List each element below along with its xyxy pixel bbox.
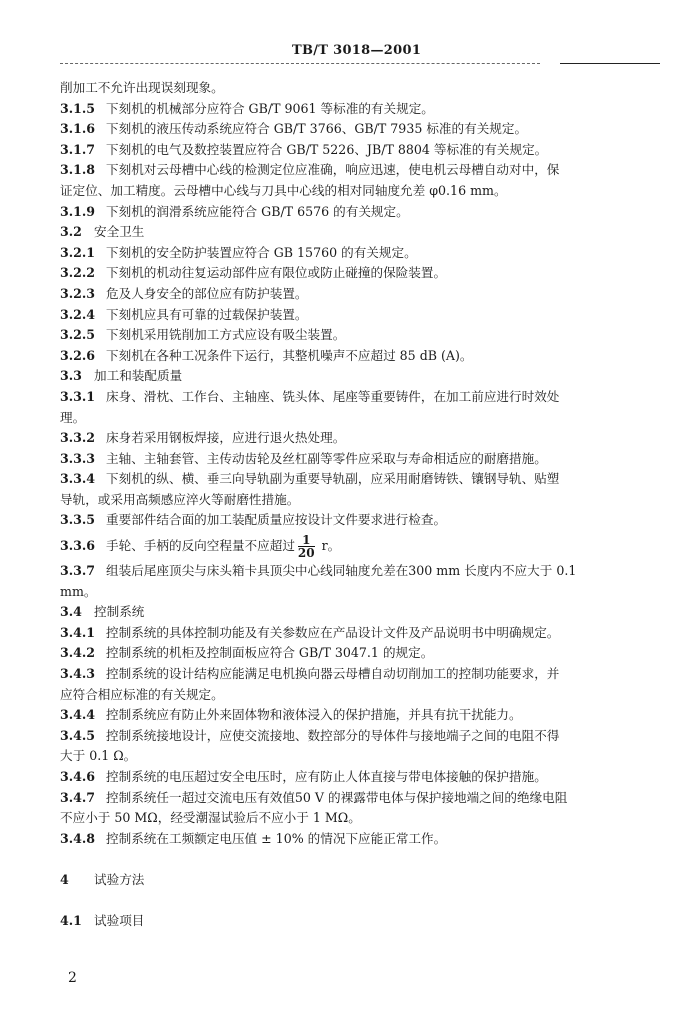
clause-text: 床身、滑枕、工作台、主轴座、铣头体、尾座等重要铸件，在加工前应进行时效处 <box>106 388 560 404</box>
continuation-line <box>60 582 662 603</box>
section-heading <box>60 602 662 623</box>
clause-line <box>60 705 662 726</box>
clause-text: 试验项目 <box>94 913 145 929</box>
clause-text: 组装后尾座顶尖与床头箱卡具顶尖中心线同轴度允差在300 mm 长度内不应大于 0.1 <box>106 563 577 579</box>
page-header <box>0 43 696 63</box>
clause-line <box>60 469 662 490</box>
clause-number: 3.2.3 <box>60 285 96 301</box>
clause-line <box>60 243 662 264</box>
clause-text: mm。 <box>60 583 97 599</box>
continuation-line <box>60 849 662 870</box>
clause-text: 重要部件结合面的加工装配质量应按设计文件要求进行检查。 <box>106 512 447 528</box>
clause-number: 3.2.5 <box>60 327 96 343</box>
clause-text: 应符合相应标准的有关规定。 <box>60 686 224 702</box>
clause-line <box>60 99 662 120</box>
clause-line <box>60 449 662 470</box>
clause-number: 3.3.4 <box>60 471 96 487</box>
clause-number: 3.3.6 <box>60 538 96 554</box>
clause-text: 控制系统应有防止外来固体物和液体浸入的保护措施，并具有抗干扰能力。 <box>106 707 522 723</box>
section-heading <box>60 911 662 932</box>
clause-text: 不应小于 50 MΩ，经受潮湿试验后不应小于 1 MΩ。 <box>60 810 361 826</box>
clause-text: 削加工不允许出现误刻现象。 <box>60 80 224 95</box>
clause-text: 加工和装配质量 <box>94 368 183 384</box>
clause-text: 理。 <box>60 409 86 425</box>
continuation-line <box>60 408 662 429</box>
clause-text: 下刻机的液压传动系统应符合 GB/T 3766、GB/T 7935 标准的有关规定。 <box>106 121 528 137</box>
clause-text: 主轴、主轴套管、主传动齿轮及丝杠副等零件应采取与寿命相适应的耐磨措施。 <box>106 450 547 466</box>
clause-line <box>60 325 662 346</box>
clause-number: 3.4.2 <box>60 645 96 661</box>
clause-text: 大于 0.1 Ω。 <box>60 748 137 764</box>
fraction <box>298 534 315 559</box>
clause-text: 证定位、加工精度。云母槽中心线与刀具中心线的相对同轴度允差 φ0.16 mm。 <box>60 182 507 198</box>
header-rule-right <box>560 63 660 64</box>
clause-text: 危及人身安全的部位应有防护装置。 <box>106 285 308 301</box>
clause-line <box>60 428 662 449</box>
clause-number: 3.3.7 <box>60 563 96 579</box>
clause-number: 3.4.3 <box>60 666 96 682</box>
clause-line <box>60 346 662 367</box>
section-heading <box>60 222 662 243</box>
clause-text: 控制系统的具体控制功能及有关参数应在产品设计文件及产品说明书中明确规定。 <box>106 624 560 640</box>
clause-number: 3.2.6 <box>60 347 96 363</box>
clause-number: 3.2.1 <box>60 244 96 260</box>
clause-text: 下刻机的机械部分应符合 GB/T 9061 等标准的有关规定。 <box>106 100 434 116</box>
clause-line <box>60 284 662 305</box>
clause-line <box>60 561 662 582</box>
continuation-line <box>60 685 662 706</box>
clause-number: 3.1.8 <box>60 162 96 178</box>
clause-text: 控制系统在工频额定电压值 ± 10% 的情况下应能正常工作。 <box>106 830 447 846</box>
continuation-line <box>60 746 662 767</box>
clause-number: 3.3.5 <box>60 512 96 528</box>
clause-text-tail: r。 <box>317 538 341 554</box>
clause-number: 3.1.5 <box>60 100 96 116</box>
clause-text: 手轮、手柄的反向空程量不应超过 <box>106 538 295 554</box>
continuation-line <box>60 891 662 912</box>
clause-text: 下刻机的润滑系统应能符合 GB/T 6576 的有关规定。 <box>106 203 409 219</box>
clause-text: 安全卫生 <box>94 224 145 240</box>
clause-text: 下刻机对云母槽中心线的检测定位应准确，响应迅速，使电机云母槽自动对中，保 <box>106 162 560 178</box>
clause-text: 床身若采用钢板焊接，应进行退火热处理。 <box>106 430 346 446</box>
clause-text: 下刻机的纵、横、垂三向导轨副为重要导轨副，应采用耐磨铸铁、镶钢导轨、贴塑 <box>106 471 560 487</box>
clause-line <box>60 305 662 326</box>
standard-code: TB/T 3018—2001 <box>292 43 422 58</box>
clause-text: 下刻机采用铣削加工方式应设有吸尘装置。 <box>106 327 346 343</box>
clause-line <box>60 788 662 809</box>
clause-line <box>60 263 662 284</box>
clause-text: 下刻机的机动往复运动部件应有限位或防止碰撞的保险装置。 <box>106 265 447 281</box>
clause-line <box>60 160 662 181</box>
document-body <box>60 78 662 932</box>
clause-number: 3.4.7 <box>60 789 96 805</box>
clause-number: 4.1 <box>60 913 82 929</box>
clause-line <box>60 623 662 644</box>
clause-text: 下刻机在各种工况条件下运行，其整机噪声不应超过 85 dB (A)。 <box>106 347 473 363</box>
clause-number: 3.2.4 <box>60 306 96 322</box>
clause-number: 3.1.6 <box>60 121 96 137</box>
clause-number: 3.1.7 <box>60 141 96 157</box>
clause-text: 导轨，或采用高频感应淬火等耐磨性措施。 <box>60 491 300 507</box>
clause-line <box>60 643 662 664</box>
continuation-line <box>60 181 662 202</box>
clause-number: 3.3 <box>60 368 82 384</box>
clause-number: 3.4.8 <box>60 830 96 846</box>
clause-number: 3.4.6 <box>60 769 96 784</box>
clause-text: 下刻机的安全防护装置应符合 GB 15760 的有关规定。 <box>106 244 417 260</box>
clause-line <box>60 767 662 788</box>
section-heading <box>60 870 662 891</box>
clause-line <box>60 829 662 850</box>
clause-line <box>60 202 662 223</box>
clause-number: 3.4.1 <box>60 624 96 640</box>
clause-text: 控制系统的设计结构应能满足电机换向器云母槽自动切削加工的控制功能要求，并 <box>106 666 560 682</box>
clause-line <box>60 664 662 685</box>
clause-line <box>60 510 662 531</box>
continuation-line <box>60 490 662 511</box>
clause-line <box>60 140 662 161</box>
clause-number: 3.3.3 <box>60 450 96 466</box>
clause-number: 3.3.2 <box>60 430 96 446</box>
clause-text: 控制系统的机柜及控制面板应符合 GB/T 3047.1 的规定。 <box>106 645 434 661</box>
header-rule-left <box>60 63 540 64</box>
clause-text: 下刻机的电气及数控装置应符合 GB/T 5226、JB/T 8804 等标准的有关规定。 <box>106 141 548 157</box>
continuation-line <box>60 808 662 829</box>
clause-line <box>60 119 662 140</box>
clause-text: 控制系统任一超过交流电压有效值50 V 的裸露带电体与保护接地端之间的绝缘电阻 <box>106 789 568 805</box>
clause-text: 控制系统的电压超过安全电压时，应有防止人体直接与带电体接触的保护措施。 <box>106 769 547 784</box>
page-number: 2 <box>68 970 77 986</box>
clause-line <box>60 387 662 408</box>
clause-number: 3.3.1 <box>60 388 96 404</box>
clause-text: 控制系统接地设计，应使交流接地、数控部分的导体件与接地端子之间的电阻不得 <box>106 727 560 743</box>
clause-text: 控制系统 <box>94 604 145 620</box>
section-heading <box>60 366 662 387</box>
clause-number: 3.1.9 <box>60 203 96 219</box>
clause-line <box>60 726 662 747</box>
clause-text: 下刻机应具有可靠的过载保护装置。 <box>106 306 308 322</box>
continuation-line <box>60 78 662 99</box>
clause-number: 3.4.5 <box>60 727 96 743</box>
fraction-denominator: 20 <box>297 546 315 561</box>
clause-number: 3.2 <box>60 224 82 240</box>
clause-text: 试验方法 <box>94 871 145 887</box>
clause-number: 3.2.2 <box>60 265 96 281</box>
clause-number: 4 <box>60 871 69 887</box>
clause-line <box>60 531 662 561</box>
fraction-numerator: 1 <box>298 534 315 547</box>
clause-number: 3.4 <box>60 604 82 620</box>
clause-number: 3.4.4 <box>60 707 96 723</box>
